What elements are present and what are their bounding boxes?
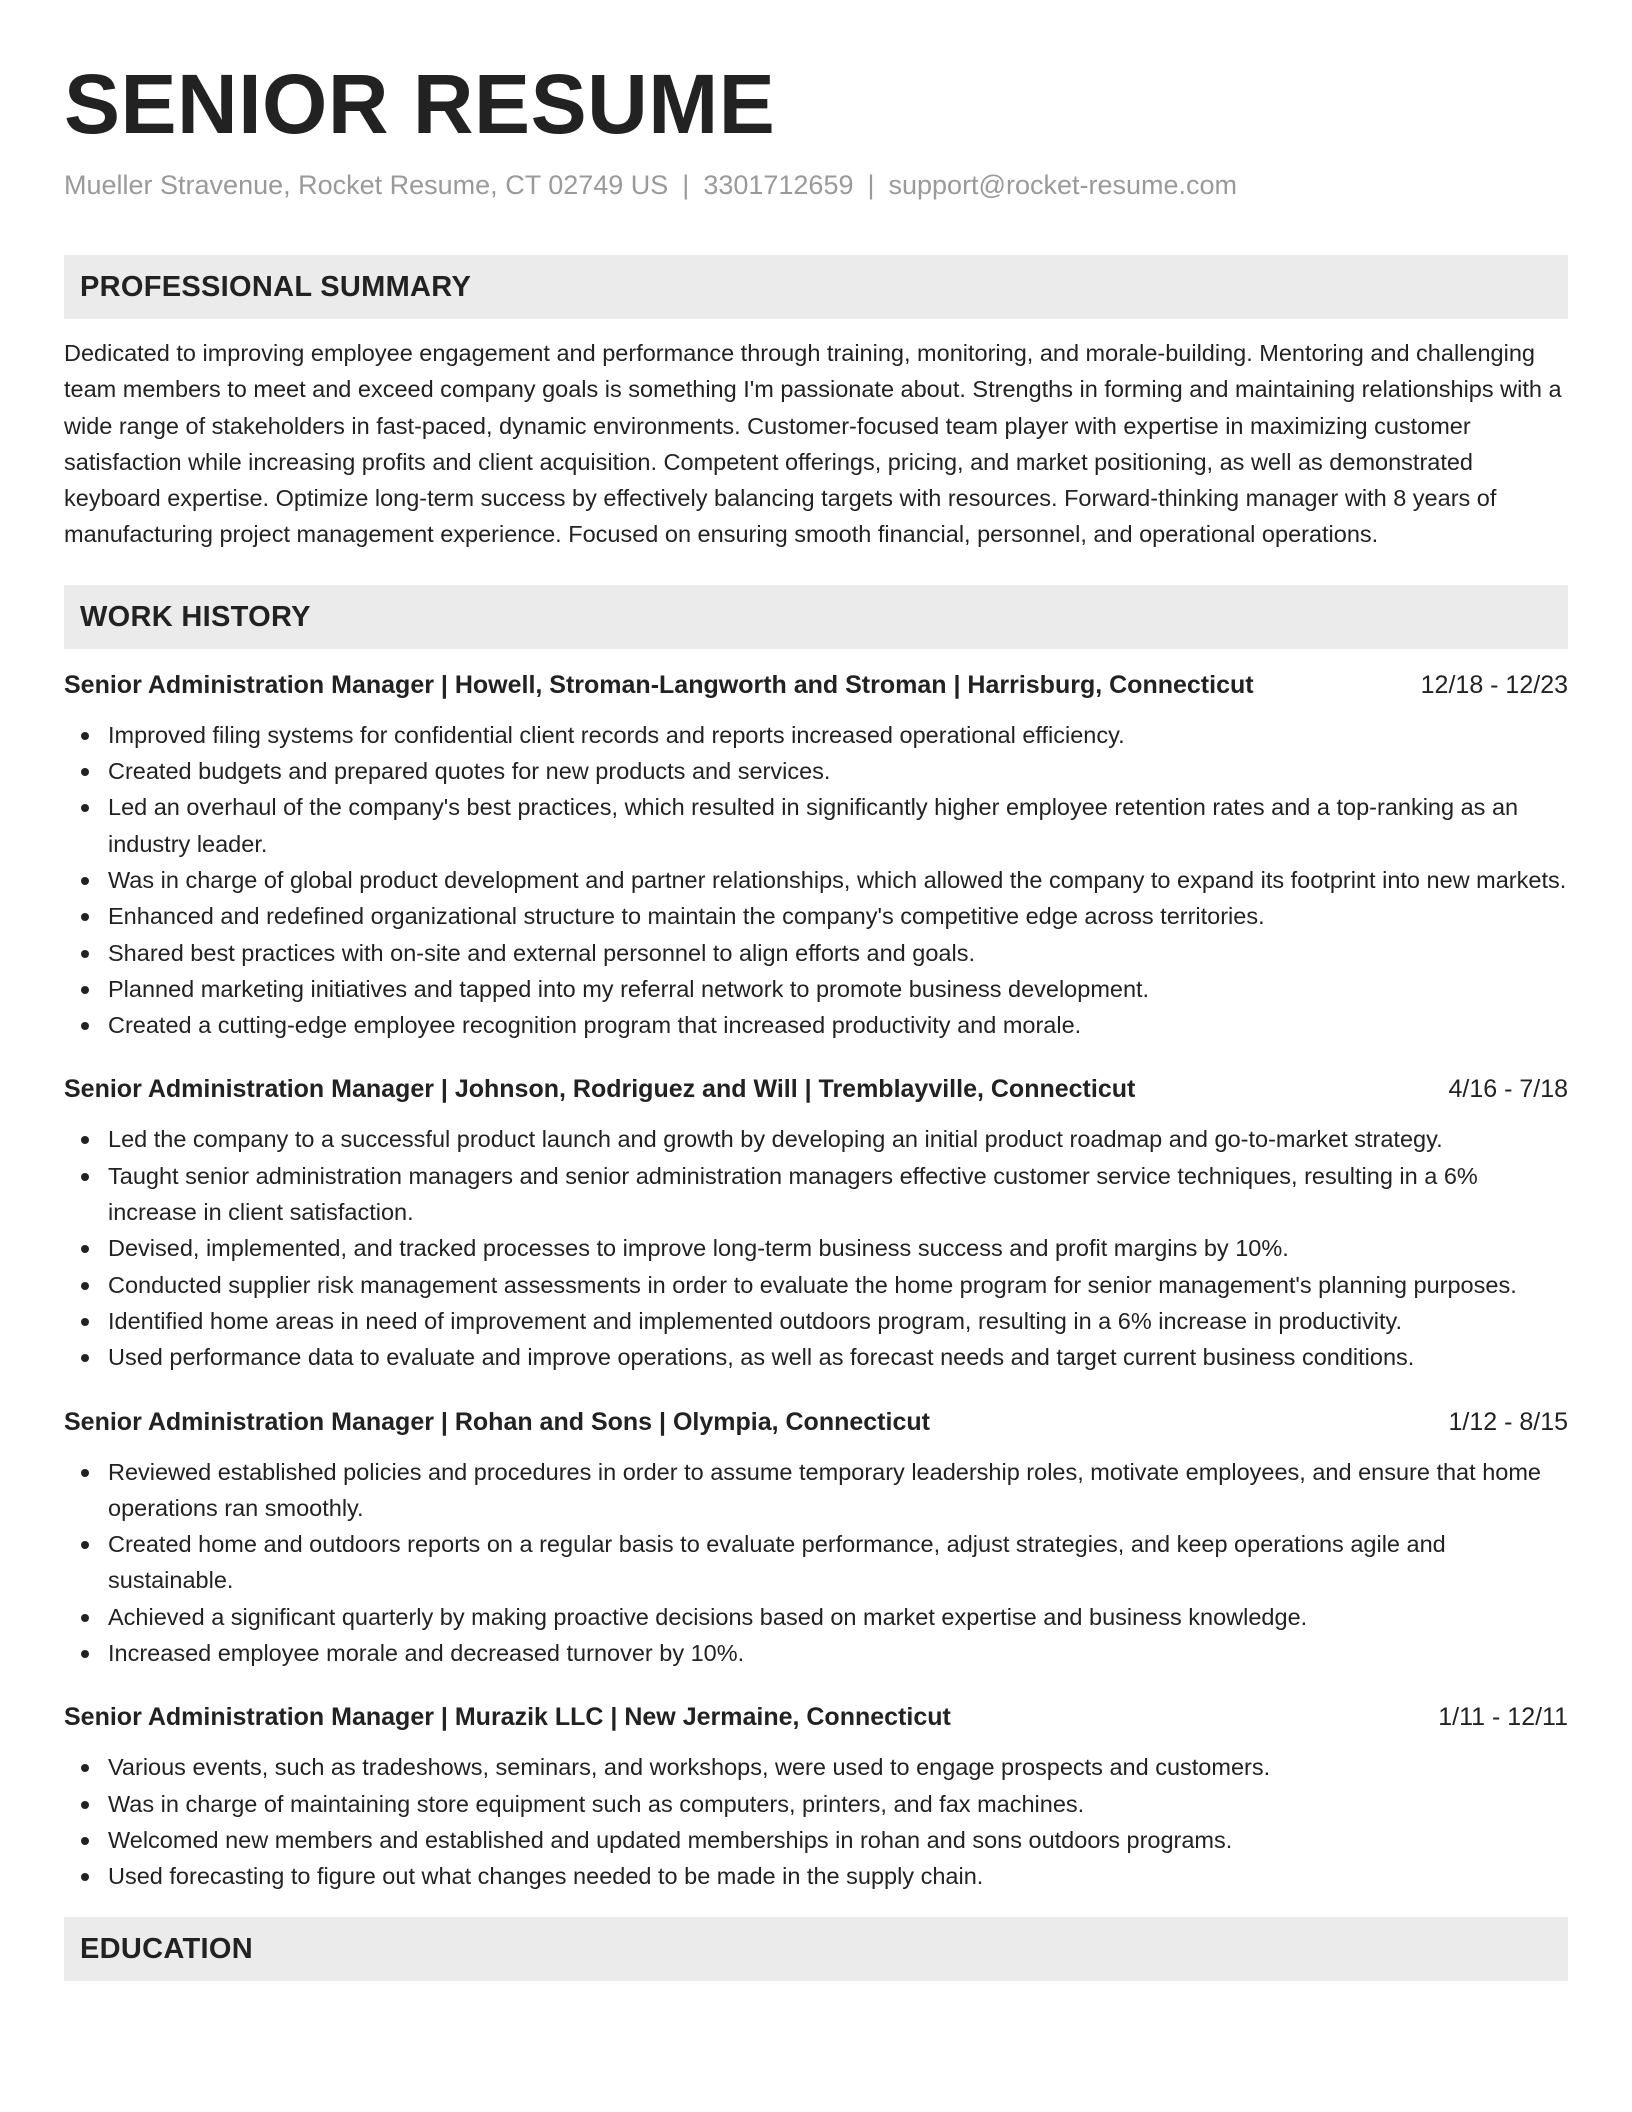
job-bullet: Achieved a significant quarterly by making proactive decisions based on market expertise and business knowledge. (64, 1599, 1568, 1635)
job-dates: 1/11 - 12/11 (1438, 1703, 1568, 1732)
section-header-education: EDUCATION (64, 1917, 1568, 1981)
job-entry (64, 1699, 1568, 1894)
contact-email: support@rocket-resume.com (888, 170, 1238, 200)
job-entry (64, 1404, 1568, 1672)
job-dates: 1/12 - 8/15 (1448, 1407, 1568, 1436)
job-title: Senior Administration Manager | Rohan and Sons | Olympia, Connecticut (64, 1407, 930, 1436)
job-bullet: Devised, implemented, and tracked processes to improve long-term business success and profit margins by 10%. (64, 1230, 1568, 1266)
job-bullet-list (64, 1454, 1568, 1672)
job-bullet-list (64, 1749, 1568, 1894)
job-bullet: Used forecasting to figure out what changes needed to be made in the supply chain. (64, 1858, 1568, 1894)
job-bullet: Increased employee morale and decreased turnover by 10%. (64, 1635, 1568, 1671)
job-header (64, 667, 1568, 703)
job-bullet: Was in charge of maintaining store equipment such as computers, printers, and fax machines. (64, 1786, 1568, 1822)
contact-address: Mueller Stravenue, Rocket Resume, CT 02749 US (64, 170, 669, 200)
job-bullet: Created home and outdoors reports on a regular basis to evaluate performance, adjust strategies, and keep operations agile and sustainable. (64, 1526, 1568, 1599)
job-bullet: Created a cutting-edge employee recognition program that increased productivity and morale. (64, 1007, 1568, 1043)
job-bullet: Improved filing systems for confidential client records and reports increased operational efficiency. (64, 717, 1568, 753)
contact-line (64, 168, 1568, 202)
section-header-work-history: WORK HISTORY (64, 585, 1568, 649)
job-title: Senior Administration Manager | Howell, Stroman-Langworth and Stroman | Harrisburg, Connecticut (64, 670, 1254, 699)
job-bullet: Taught senior administration managers and senior administration managers effective customer service techniques, resulting in a 6% increase in client satisfaction. (64, 1158, 1568, 1231)
job-bullet-list (64, 717, 1568, 1044)
summary-paragraph: Dedicated to improving employee engagement and performance through training, monitoring, and morale-building. Mentoring and challenging team members to meet and exceed company goals is something I'm passionate about. Strengths in forming and maintaining relationships with a wide range of stakeholders in fast-paced, dynamic environments. Customer-focused team player with expertise in maximizing customer satisfaction while increasing profits and client acquisition. Competent offerings, pricing, and market positioning, as well as demonstrated keyboard expertise. Optimize long-term success by effectively balancing targets with resources. Forward-thinking manager with 8 years of manufacturing project management experience. Focused on ensuring smooth financial, personnel, and operational operations. (64, 340, 1562, 548)
job-bullet: Enhanced and redefined organizational structure to maintain the company's competitive edge across territories. (64, 898, 1568, 934)
job-title: Senior Administration Manager | Murazik LLC | New Jermaine, Connecticut (64, 1703, 951, 1732)
job-bullet: Created budgets and prepared quotes for new products and services. (64, 753, 1568, 789)
job-bullet: Planned marketing initiatives and tapped into my referral network to promote business development. (64, 971, 1568, 1007)
job-header (64, 1071, 1568, 1107)
job-bullet: Used performance data to evaluate and improve operations, as well as forecast needs and target current business conditions. (64, 1339, 1568, 1375)
job-dates: 12/18 - 12/23 (1420, 670, 1568, 699)
job-bullet: Reviewed established policies and procedures in order to assume temporary leadership roles, motivate employees, and ensure that home operations ran smoothly. (64, 1454, 1568, 1527)
job-bullet: Led an overhaul of the company's best practices, which resulted in significantly higher employee retention rates and a top-ranking as an industry leader. (64, 789, 1568, 862)
job-bullet-list (64, 1121, 1568, 1375)
job-bullet: Was in charge of global product development and partner relationships, which allowed the company to expand its footprint into new markets. (64, 862, 1568, 898)
contact-separator: | (867, 170, 875, 200)
contact-separator: | (682, 170, 690, 200)
contact-phone: 3301712659 (703, 170, 854, 200)
job-bullet: Led the company to a successful product launch and growth by developing an initial product roadmap and go-to-market strategy. (64, 1121, 1568, 1157)
job-entry (64, 667, 1568, 1044)
resume-page (64, 0, 1568, 1981)
job-bullet: Conducted supplier risk management assessments in order to evaluate the home program for senior management's planning purposes. (64, 1267, 1568, 1303)
resume-title: SENIOR RESUME (64, 57, 776, 151)
job-title: Senior Administration Manager | Johnson, Rodriguez and Will | Tremblayville, Connecticut (64, 1075, 1136, 1104)
job-dates: 4/16 - 7/18 (1448, 1075, 1568, 1104)
job-bullet: Various events, such as tradeshows, seminars, and workshops, were used to engage prospects and customers. (64, 1749, 1568, 1785)
job-header (64, 1699, 1568, 1735)
job-entry (64, 1071, 1568, 1375)
job-bullet: Welcomed new members and established and updated memberships in rohan and sons outdoors programs. (64, 1822, 1568, 1858)
section-header-professional-summary: PROFESSIONAL SUMMARY (64, 255, 1568, 319)
job-bullet: Shared best practices with on-site and external personnel to align efforts and goals. (64, 935, 1568, 971)
job-header (64, 1404, 1568, 1440)
job-bullet: Identified home areas in need of improvement and implemented outdoors program, resulting in a 6% increase in productivity. (64, 1303, 1568, 1339)
